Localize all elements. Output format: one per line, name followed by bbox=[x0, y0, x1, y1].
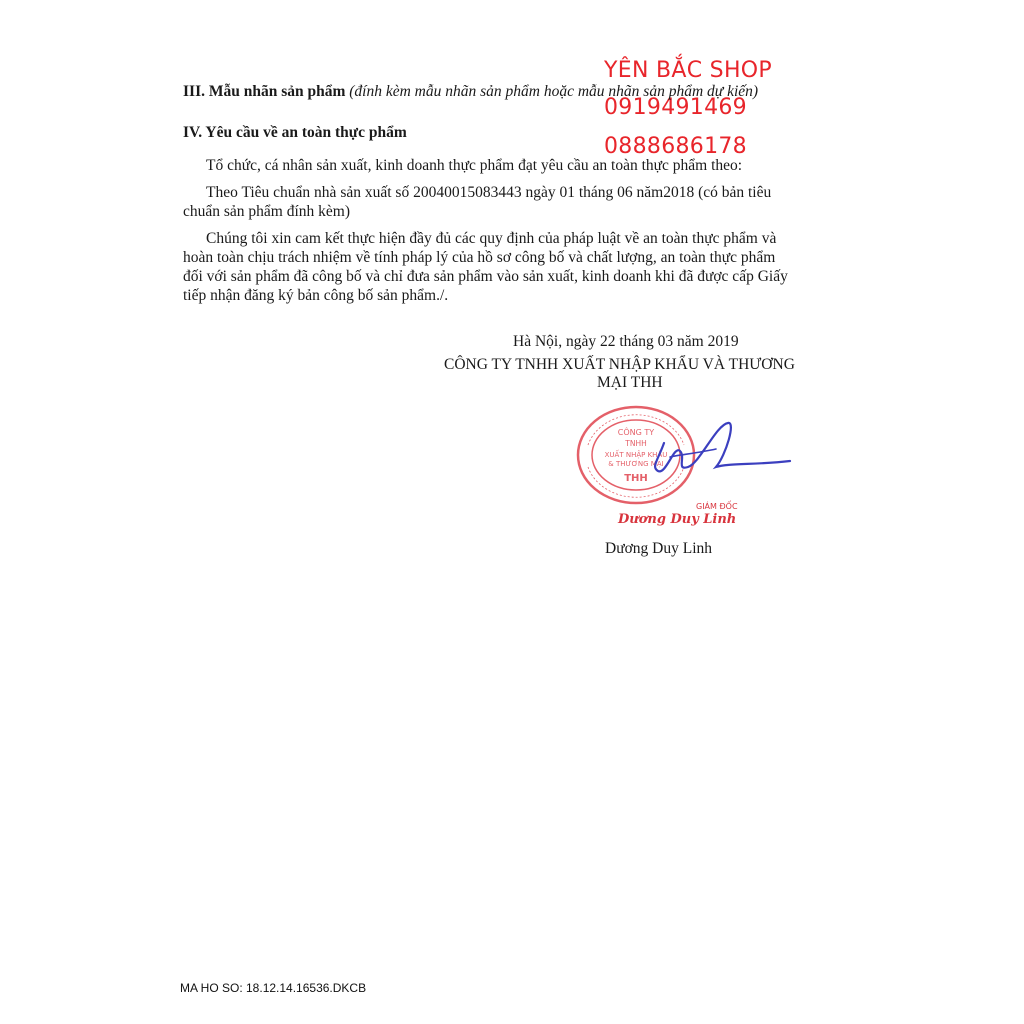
section-4-heading: IV. Yêu cầu về an toàn thực phẩm bbox=[183, 124, 407, 141]
section-4-paragraph-2-line-1: Theo Tiêu chuẩn nhà sản xuất số 20040015083443 ngày 01 tháng 06 năm2018 (có bản tiêu bbox=[206, 184, 772, 201]
handwritten-signature bbox=[655, 423, 790, 471]
section-3-heading: III. Mẫu nhãn sản phẩm bbox=[183, 83, 346, 100]
section-4-paragraph-3-line-1: Chúng tôi xin cam kết thực hiện đầy đủ các quy định của pháp luật về an toàn thực phẩm và bbox=[206, 230, 777, 247]
seal-text-tnhh: TNHH bbox=[625, 439, 647, 448]
section-4-paragraph-1: Tổ chức, cá nhân sản xuất, kinh doanh thực phẩm đạt yêu cầu an toàn thực phẩm theo: bbox=[206, 157, 743, 174]
section-3-note: (đính kèm mẫu nhãn sản phẩm hoặc mẫu nhãn sản phẩm dự kiến) bbox=[349, 83, 759, 100]
seal-text-company: CÔNG TY bbox=[617, 428, 655, 437]
seal-text-thh: THH bbox=[624, 473, 648, 484]
handwritten-name: Dương Duy Linh bbox=[618, 512, 737, 527]
signer-name: Dương Duy Linh bbox=[605, 540, 713, 557]
section-3-line bbox=[183, 83, 758, 101]
company-name-line-2: MẠI THH bbox=[597, 374, 663, 391]
phone-number-1: 0919491469 bbox=[604, 95, 747, 120]
phone-number-2: 0888686178 bbox=[604, 134, 747, 159]
section-4-paragraph-2-line-2: chuẩn sản phẩm đính kèm) bbox=[183, 203, 351, 220]
place-and-date: Hà Nội, ngày 22 tháng 03 năm 2019 bbox=[513, 333, 739, 350]
record-code: MA HO SO: 18.12.14.16536.DKCB bbox=[180, 981, 367, 995]
section-4-paragraph-3-line-3: đối với sản phẩm đã công bố và chỉ đưa sản phẩm vào sản xuất, kinh doanh khi đã được cấp Giấy bbox=[183, 268, 788, 285]
section-4-paragraph-3-line-4: tiếp nhận đăng ký bản công bố sản phẩm./. bbox=[183, 287, 449, 304]
seal-text-xnk: XUẤT NHẬP KHẨU bbox=[604, 451, 668, 459]
director-title: GIÁM ĐỐC bbox=[696, 502, 738, 511]
shop-name-watermark: YÊN BẮC SHOP bbox=[604, 58, 772, 83]
company-stamp-and-signature bbox=[566, 405, 796, 530]
company-name-line-1: CÔNG TY TNHH XUẤT NHẬP KHẨU VÀ THƯƠNG bbox=[444, 356, 795, 373]
seal-text-thuong-mai: & THƯƠNG MẠI bbox=[608, 460, 664, 468]
section-4-paragraph-3-line-2: hoàn toàn chịu trách nhiệm về tính pháp lý của hồ sơ công bố và chất lượng, an toàn thực phẩm bbox=[183, 249, 776, 266]
